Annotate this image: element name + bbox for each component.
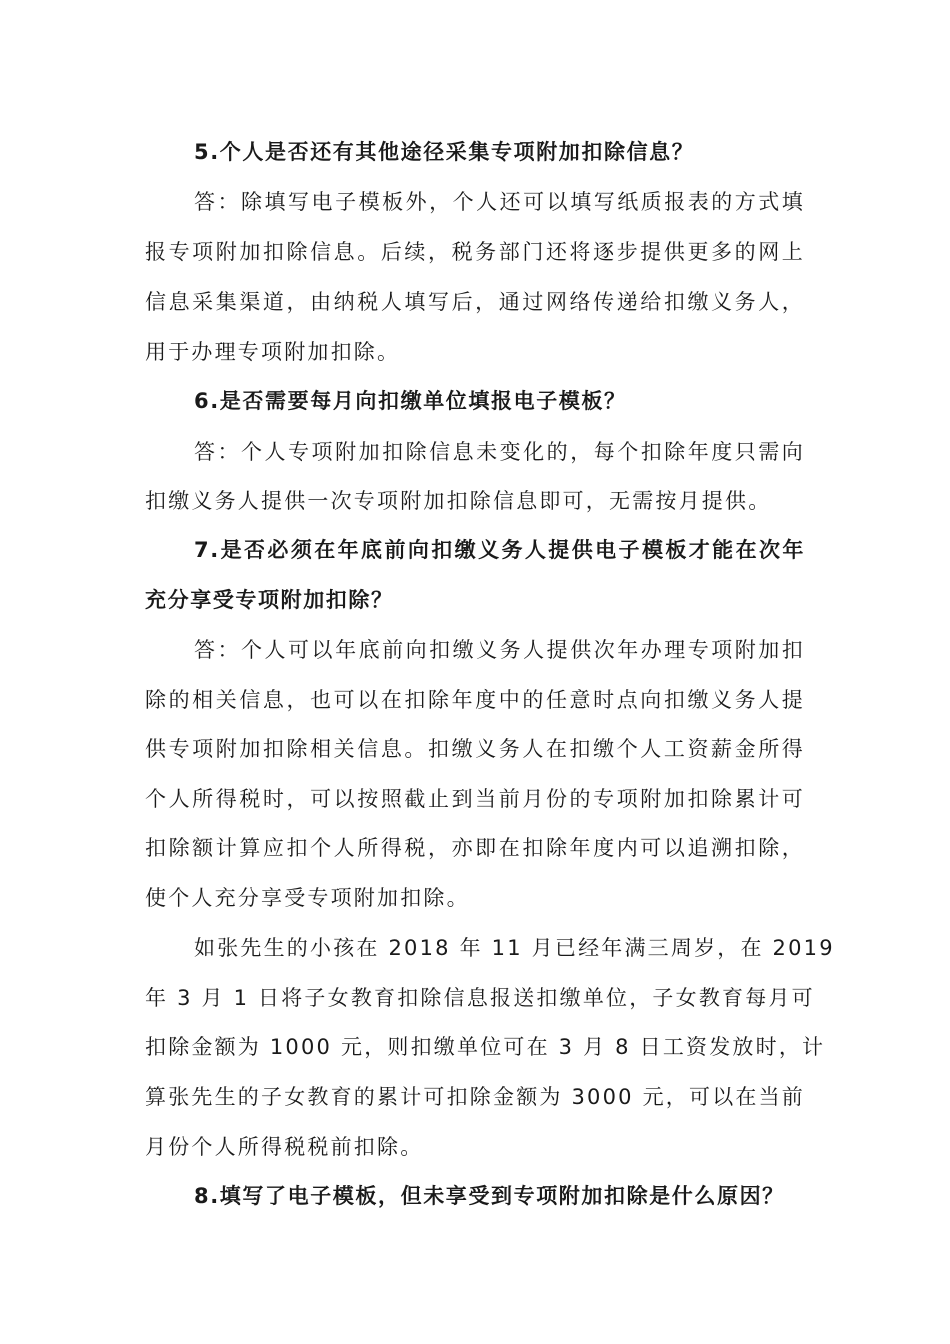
question-6-answer-line: 扣缴义务人提供一次专项附加扣除信息即可，无需按月提供。 <box>145 489 772 513</box>
question-5-answer-line: 用于办理专项附加扣除。 <box>145 340 401 364</box>
question-7-answer-line: 扣除额计算应扣个人所得税，亦即在扣除年度内可以追溯扣除， <box>145 836 805 860</box>
example-line: 算张先生的子女教育的累计可扣除金额为 3000 元，可以在当前 <box>145 1085 805 1109</box>
question-7-heading: 7.是否必须在年底前向扣缴义务人提供电子模板才能在次年 <box>194 538 805 562</box>
question-5-heading: 5.个人是否还有其他途径采集专项附加扣除信息？ <box>194 140 695 164</box>
example-line: 月份个人所得税税前扣除。 <box>145 1135 424 1159</box>
question-5-answer-line: 信息采集渠道，由纳税人填写后，通过网络传递给扣缴义务人， <box>145 290 805 314</box>
question-7-answer-line: 个人所得税时，可以按照截止到当前月份的专项附加扣除累计可 <box>145 787 805 811</box>
example-line: 扣除金额为 1000 元，则扣缴单位可在 3 月 8 日工资发放时，计 <box>145 1035 826 1059</box>
question-7-answer-line: 使个人充分享受专项附加扣除。 <box>145 886 470 910</box>
question-6-answer-line: 答：个人专项附加扣除信息未变化的，每个扣除年度只需向 <box>194 440 805 464</box>
question-7-heading: 充分享受专项附加扣除？ <box>145 588 394 612</box>
question-7-answer-line: 除的相关信息，也可以在扣除年度中的任意时点向扣缴义务人提 <box>145 688 805 712</box>
example-line: 年 3 月 1 日将子女教育扣除信息报送扣缴单位，子女教育每月可 <box>145 986 815 1010</box>
question-5-answer-line: 答：除填写电子模板外，个人还可以填写纸质报表的方式填 <box>194 190 805 214</box>
question-5-answer-line: 报专项附加扣除信息。后续，税务部门还将逐步提供更多的网上 <box>145 240 805 264</box>
question-7-answer-line: 供专项附加扣除相关信息。扣缴义务人在扣缴个人工资薪金所得 <box>145 737 805 761</box>
question-7-answer-line: 答：个人可以年底前向扣缴义务人提供次年办理专项附加扣 <box>194 638 805 662</box>
question-8-heading: 8.填写了电子模板，但未享受到专项附加扣除是什么原因？ <box>194 1184 785 1208</box>
example-line: 如张先生的小孩在 2018 年 11 月已经年满三周岁，在 2019 <box>194 936 835 960</box>
question-6-heading: 6.是否需要每月向扣缴单位填报电子模板？ <box>194 389 627 413</box>
